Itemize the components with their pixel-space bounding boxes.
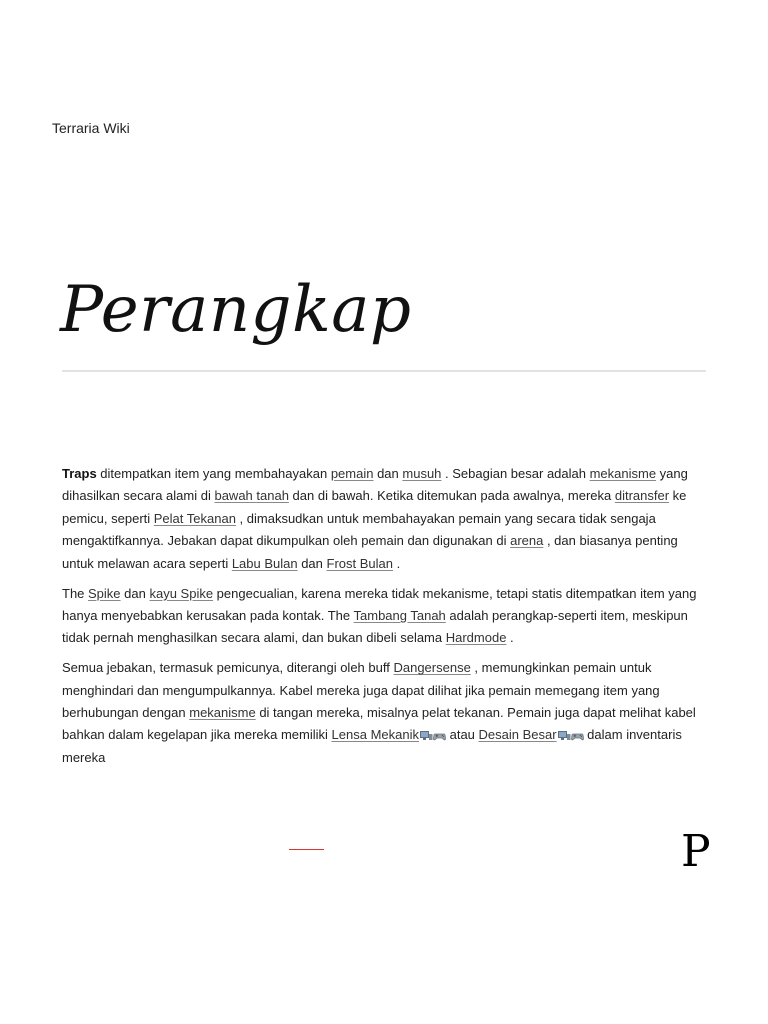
- link-arena[interactable]: arena: [510, 533, 544, 549]
- section-accent-divider: [289, 849, 324, 850]
- link-hardmode[interactable]: Hardmode: [445, 630, 507, 646]
- drop-cap-letter: P: [681, 826, 711, 877]
- link-musuh[interactable]: musuh: [402, 466, 442, 481]
- link-frost-bulan[interactable]: Frost Bulan: [326, 555, 393, 571]
- link-spike[interactable]: Spike: [88, 585, 121, 601]
- link-pemain[interactable]: pemain: [330, 466, 374, 481]
- link-lensa-mekanik[interactable]: Lensa Mekanik: [331, 727, 419, 743]
- article-content: [62, 463, 710, 777]
- site-name-link[interactable]: Terraria Wiki: [52, 120, 130, 136]
- link-desain-besar[interactable]: Desain Besar: [478, 727, 557, 743]
- text-run: .: [393, 555, 401, 571]
- link-pelat-tekanan[interactable]: Pelat Tekanan: [153, 510, 236, 526]
- text-run: ditempatkan item yang membahayakan: [96, 466, 331, 481]
- link-bawah-tanah[interactable]: bawah tanah: [214, 488, 289, 504]
- text-run: dan: [373, 466, 403, 481]
- link-mekanisme[interactable]: mekanisme: [589, 466, 657, 481]
- text-run: dan: [120, 585, 150, 601]
- link-mekanisme-2[interactable]: mekanisme: [189, 705, 256, 721]
- text-run: The: [62, 585, 89, 601]
- platform-badge: [420, 731, 446, 741]
- text-run: dalam inventaris mereka: [62, 727, 682, 765]
- paragraph-dangersense: [62, 657, 710, 769]
- text-run: Semua jebakan, termasuk pemicunya, diterangi oleh buff: [62, 660, 394, 676]
- text-run: dan di bawah. Ketika ditemukan pada awalnya, mereka: [288, 488, 615, 504]
- text-run: di tangan mereka, misalnya pelat tekanan. Pemain juga dapat melihat kabel bahkan dalam kegelapan jika mereka memiliki: [62, 705, 696, 743]
- link-labu-bulan[interactable]: Labu Bulan: [231, 555, 298, 571]
- page-title: Perangkap: [60, 273, 412, 347]
- link-kayu-spike[interactable]: kayu Spike: [149, 585, 214, 601]
- text-run: atau: [445, 727, 479, 743]
- text-run: , memungkinkan pemain untuk menghindari dan mengumpulkannya. Kabel mereka juga dapat dilihat jika pemain memegang item yang berhubungan dengan: [62, 660, 660, 721]
- term-traps: Traps: [62, 466, 97, 481]
- text-run: , dimaksudkan untuk membahayakan pemain yang secara tidak sengaja mengaktifkannya. Jebakan dapat dikumpulkan oleh pemain dan digunakan di: [62, 510, 656, 549]
- text-run: .: [506, 630, 514, 646]
- title-divider: [62, 370, 706, 372]
- paragraph-spikes: [62, 583, 710, 650]
- text-run: dan: [297, 555, 327, 571]
- text-run: adalah perangkap-seperti item, meskipun tidak pernah menghasilkan secara alami, dan bukan dibeli selama: [62, 607, 688, 646]
- link-dangersense[interactable]: Dangersense: [393, 660, 471, 676]
- desktop-console-icon: [558, 731, 571, 741]
- text-run: , dan biasanya penting untuk melawan acara seperti: [62, 533, 678, 571]
- text-run: pengecualian, karena mereka tidak mekanisme, tetapi statis ditempatkan item yang hanya menyebabkan kerusakan pada kontak. The: [62, 585, 697, 623]
- link-tambang-tanah[interactable]: Tambang Tanah: [353, 607, 446, 623]
- gamepad-icon: [433, 731, 446, 741]
- link-ditransfer[interactable]: ditransfer: [614, 488, 670, 504]
- text-run: ke pemicu, seperti: [62, 488, 687, 526]
- text-run: yang dihasilkan secara alami di: [62, 466, 688, 504]
- platform-badge: [558, 731, 584, 741]
- text-run: . Sebagian besar adalah: [441, 466, 590, 481]
- gamepad-icon: [571, 731, 584, 741]
- desktop-console-icon: [420, 731, 433, 741]
- paragraph-intro: [62, 463, 710, 575]
